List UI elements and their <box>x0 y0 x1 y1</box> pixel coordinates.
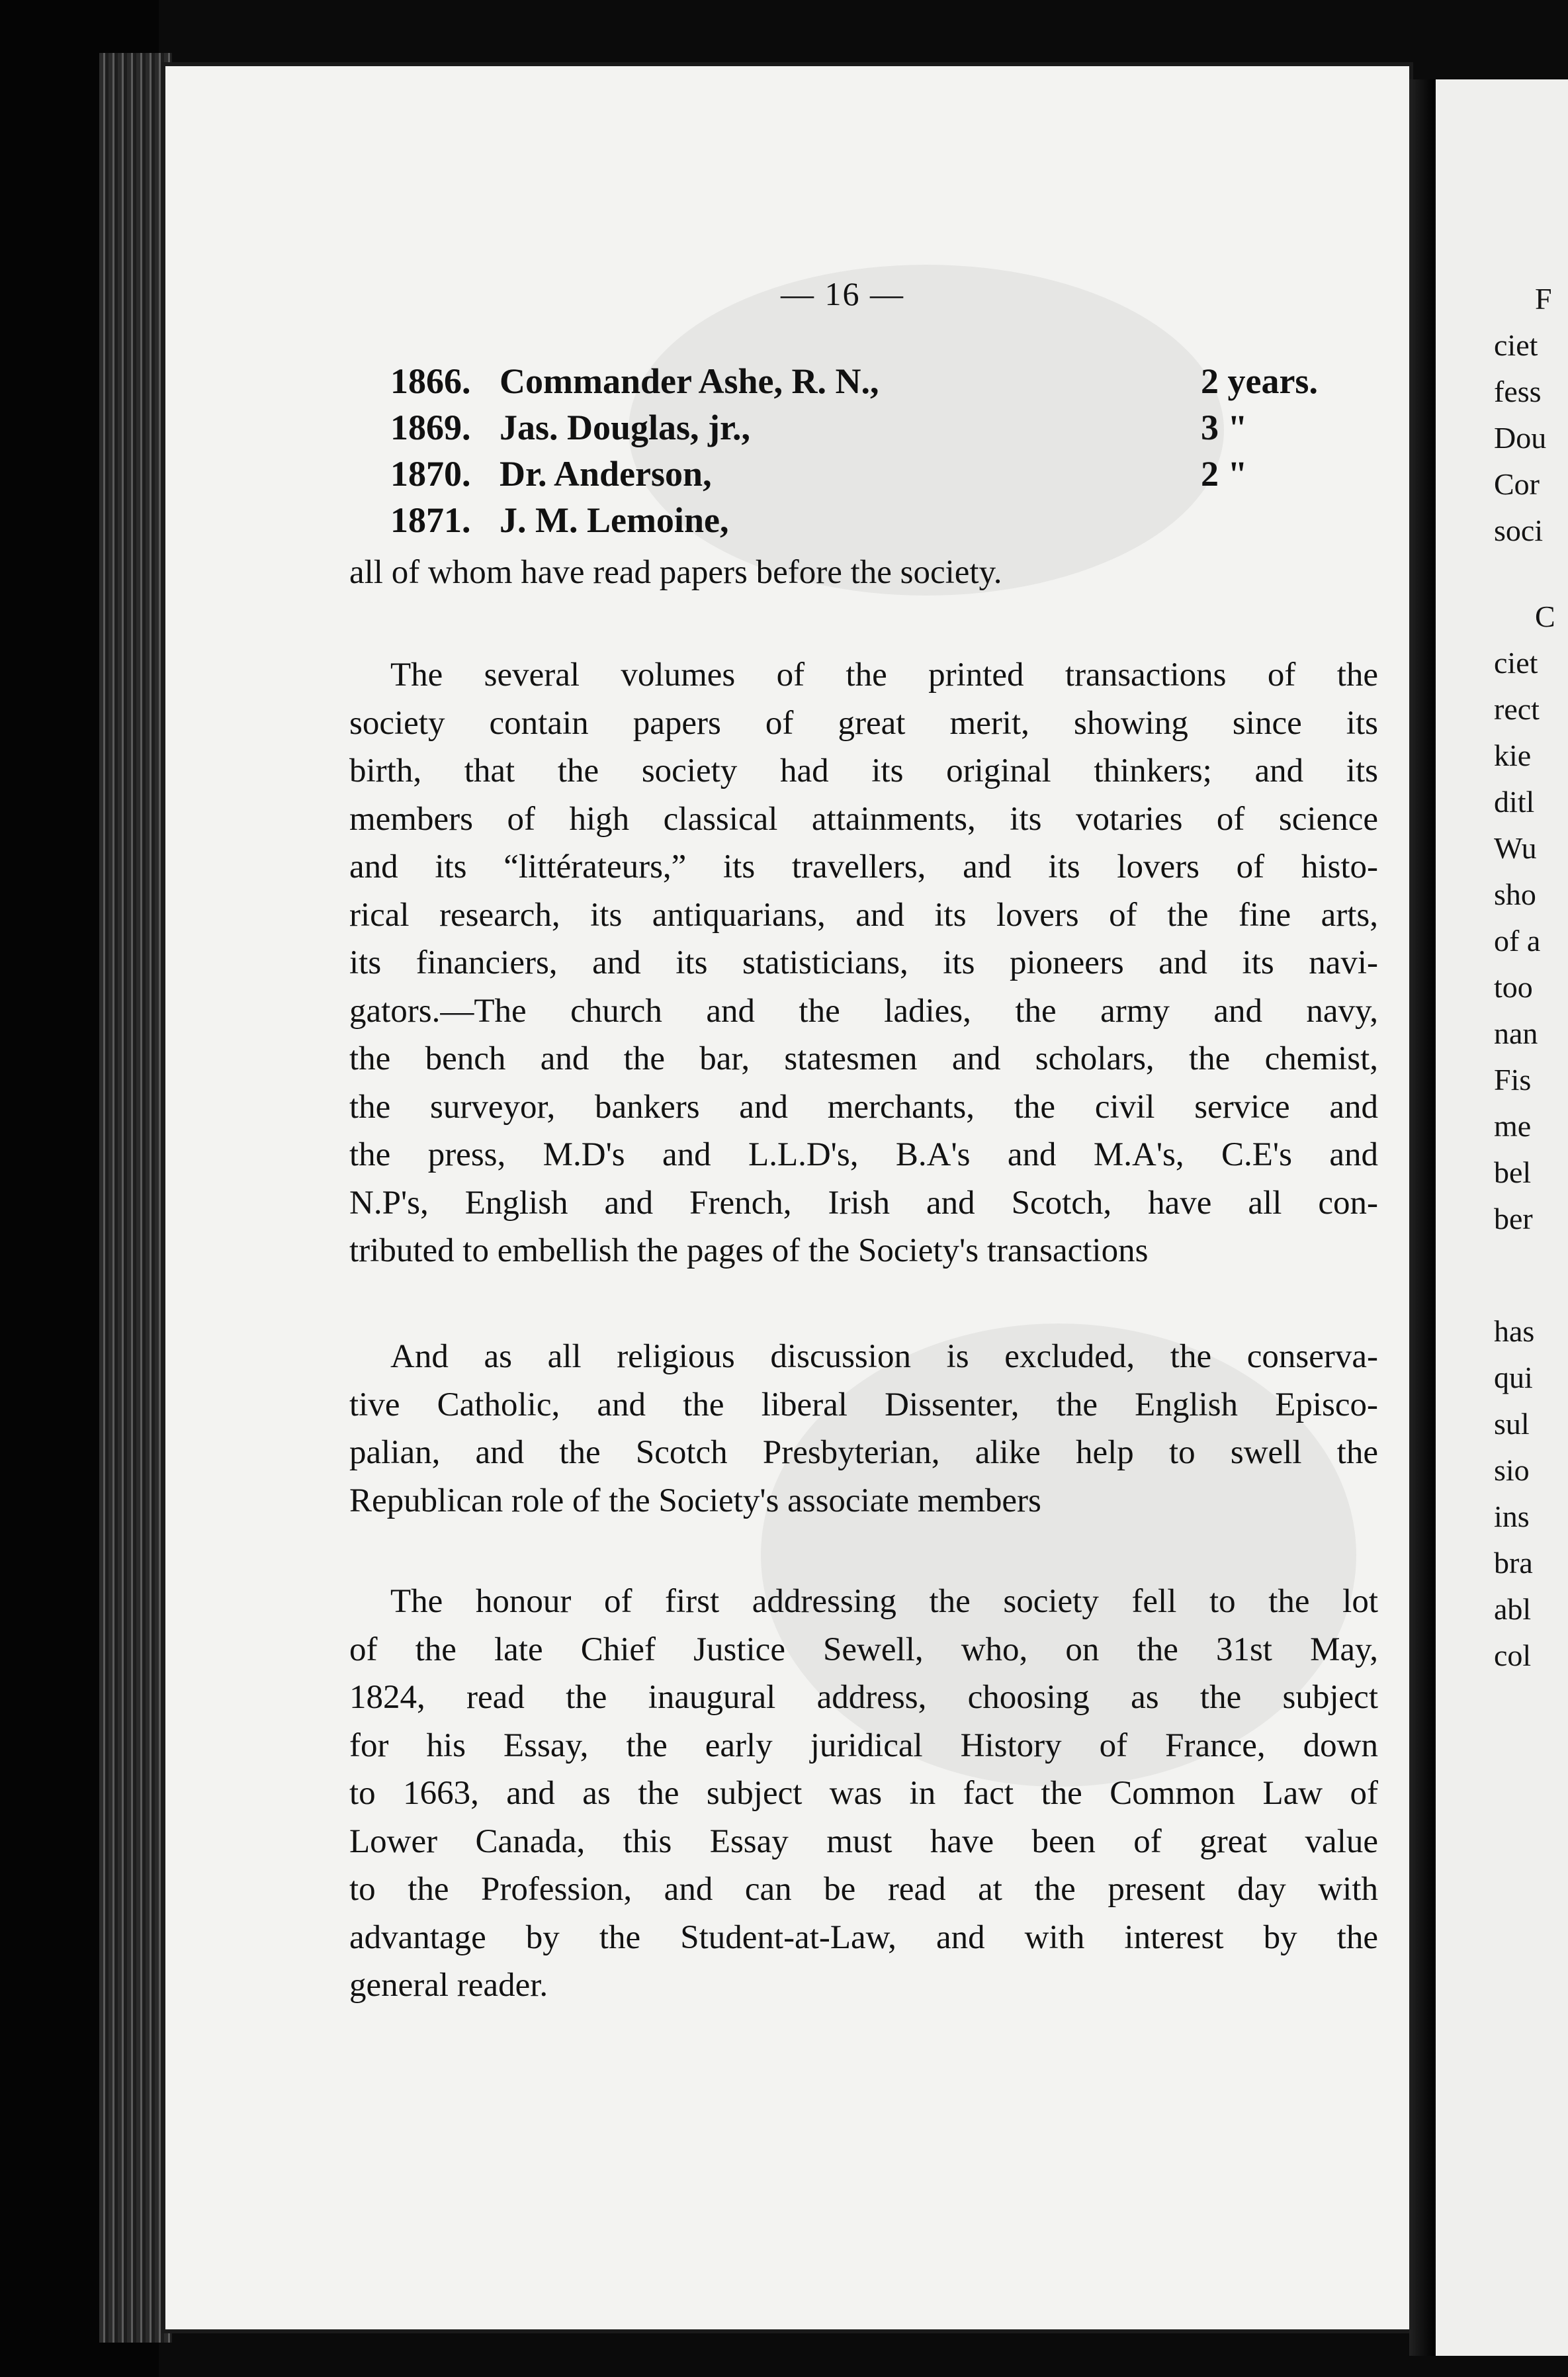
page-number: — 16 — <box>781 275 904 312</box>
text-line: and its “littérateurs,” its travellers, and its lovers of histo- <box>349 848 1378 885</box>
text-line: the press, M.D's and L.L.D's, B.A's and M.A's, C.E's and <box>349 1136 1378 1173</box>
facing-page-fragment: rect <box>1494 692 1540 726</box>
officer-duration: 2 " <box>1201 454 1248 494</box>
facing-page-fragment: Cor <box>1494 467 1540 501</box>
text-line: the bench and the bar, statesmen and scholars, the chemist, <box>349 1040 1378 1077</box>
facing-page <box>1436 79 1568 2356</box>
facing-page-fragment: F <box>1535 282 1552 316</box>
text-line: the surveyor, bankers and merchants, the civil service and <box>349 1088 1378 1126</box>
facing-page-fragment: has <box>1494 1314 1535 1348</box>
text-line: The several volumes of the printed transactions of the <box>390 656 1378 694</box>
facing-page-fragment: ciet <box>1494 646 1538 680</box>
facing-page-fragment: of a <box>1494 924 1541 958</box>
text-line: 1824, read the inaugural address, choosing as the subject <box>349 1679 1378 1716</box>
officer-year: 1866. <box>390 361 471 401</box>
facing-page-fragment: Wu <box>1494 831 1537 865</box>
facing-page-fragment: Fis <box>1494 1063 1532 1097</box>
facing-page-fragment: sul <box>1494 1407 1530 1441</box>
facing-page-fragment: C <box>1535 600 1555 633</box>
officer-year: 1871. <box>390 500 471 540</box>
officer-row <box>390 407 1333 447</box>
officer-year: 1869. <box>390 408 471 447</box>
text-line: N.P's, English and French, Irish and Scotch, have all con- <box>349 1184 1378 1222</box>
officer-row <box>390 500 1333 539</box>
officer-name: Commander Ashe, R. N., <box>500 361 879 401</box>
text-line: palian, and the Scotch Presbyterian, alike help to swell the <box>349 1434 1378 1471</box>
text-line: Republican role of the Society's associate members <box>349 1482 1041 1519</box>
text-line: to the Profession, and can be read at the present day with <box>349 1871 1378 1908</box>
officer-row <box>390 361 1333 400</box>
facing-page-fragment: sho <box>1494 877 1536 911</box>
facing-page-fragment: ditl <box>1494 785 1535 819</box>
facing-page-fragment: soci <box>1494 514 1544 547</box>
facing-page-fragment: nan <box>1494 1016 1538 1050</box>
page-edges <box>99 53 172 2343</box>
facing-page-fragment: abl <box>1494 1592 1532 1626</box>
text-line: rical research, its antiquarians, and its lovers of the fine arts, <box>349 896 1378 934</box>
text-line: Lower Canada, this Essay must have been of great value <box>349 1822 1378 1860</box>
text-line: of the late Chief Justice Sewell, who, on the 31st May, <box>349 1631 1378 1668</box>
facing-page-fragment: fess <box>1494 375 1542 408</box>
facing-page-fragment: bel <box>1494 1155 1532 1189</box>
facing-page-fragment: ins <box>1494 1500 1530 1533</box>
officer-duration: 3 " <box>1201 408 1248 447</box>
facing-page-fragment: Dou <box>1494 421 1547 455</box>
text-line: its financiers, and its statisticians, its pioneers and its navi- <box>349 944 1378 981</box>
officer-duration: 2 years. <box>1201 361 1318 401</box>
text-line: birth, that the society had its original thinkers; and its <box>349 752 1378 789</box>
text-line: general reader. <box>349 1967 548 2004</box>
text-line: tive Catholic, and the liberal Dissenter, the English Episco- <box>349 1386 1378 1423</box>
officer-row <box>390 453 1333 493</box>
text-line: advantage by the Student-at-Law, and with interest by the <box>349 1918 1378 1956</box>
facing-page-fragment: too <box>1494 970 1533 1004</box>
officer-name: Jas. Douglas, jr., <box>500 408 751 447</box>
text-line: The honour of first addressing the society fell to the lot <box>390 1583 1378 1620</box>
text-line: to 1663, and as the subject was in fact the Common Law of <box>349 1775 1378 1812</box>
text-line: members of high classical attainments, its votaries of science <box>349 800 1378 838</box>
facing-page-fragment: me <box>1494 1109 1532 1143</box>
officer-name: Dr. Anderson, <box>500 454 712 494</box>
text-line: society contain papers of great merit, showing since its <box>349 704 1378 742</box>
text-line: tributed to embellish the pages of the Society's transactions <box>349 1232 1149 1269</box>
facing-page-fragment: ciet <box>1494 328 1538 362</box>
facing-page-fragment: qui <box>1494 1361 1533 1394</box>
facing-page-fragment: ber <box>1494 1202 1533 1235</box>
officer-name: J. M. Lemoine, <box>500 500 729 540</box>
text-line: all of whom have read papers before the society. <box>349 554 1002 591</box>
book-gutter <box>1409 79 1436 2356</box>
facing-page-fragment: sio <box>1494 1453 1530 1487</box>
facing-page-fragment: bra <box>1494 1546 1533 1580</box>
text-line: gators.—The church and the ladies, the army and navy, <box>349 992 1378 1030</box>
facing-page-fragment: col <box>1494 1638 1532 1672</box>
facing-page-fragment: kie <box>1494 739 1532 772</box>
text-line: for his Essay, the early juridical History of France, down <box>349 1727 1378 1764</box>
officer-year: 1870. <box>390 454 471 494</box>
text-line: And as all religious discussion is excluded, the conserva- <box>390 1338 1378 1375</box>
